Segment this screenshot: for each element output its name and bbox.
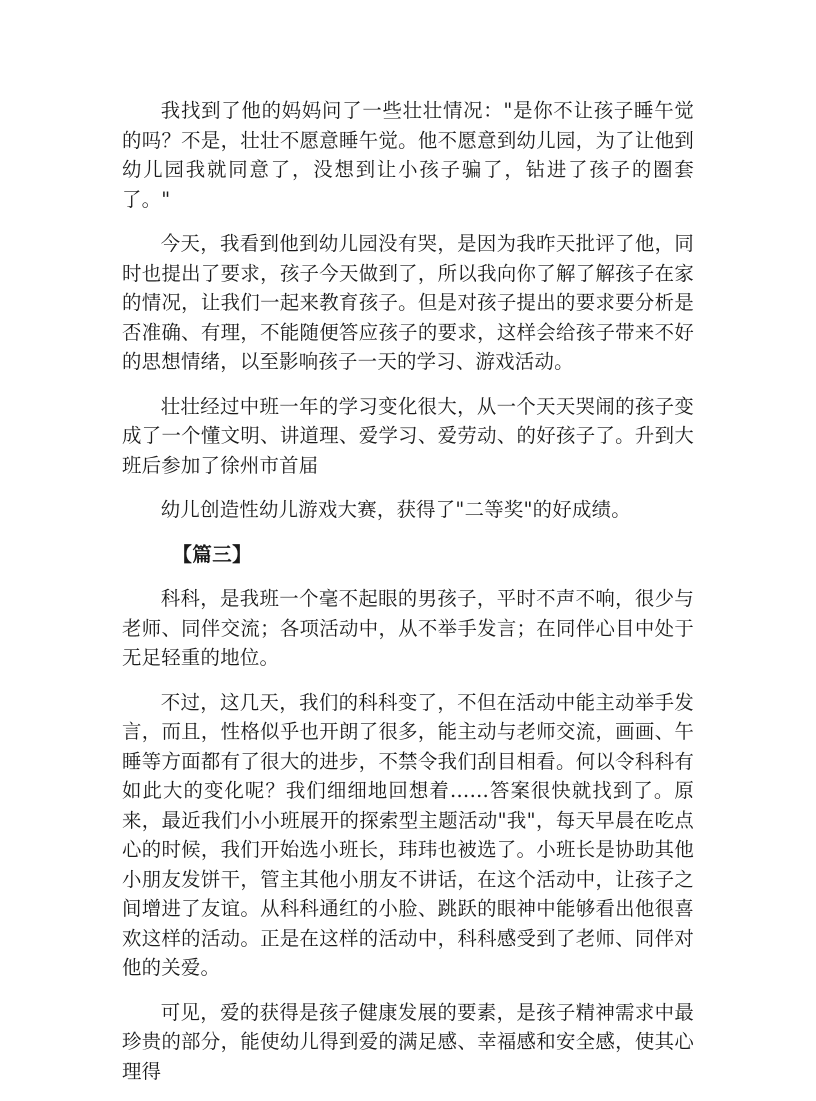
section-heading: 【篇三】 xyxy=(172,542,252,566)
document-body xyxy=(122,96,694,1101)
paragraph-game-contest-award: 幼儿创造性幼儿游戏大赛，获得了"二等奖"的好成绩。 xyxy=(160,498,631,521)
paragraph-keke-changed: 不过，这几天，我们的科科变了，不但在活动中能主动举手发言，而且，性格似乎也开朗了很多，能主动与老师交流，画画、午睡等方面都有了很大的进步，不禁令我们刮目相看。何以令科科有如此大的变化呢？我们细细地回想着……答案很快就找到了。原来，最近我们小小班展开的探索型主题活动"我"，每天早晨在吃点心的时候，我们开始选小班长，玮玮也被选了。小班长是协助其他小朋友发饼干，管主其他小朋友不讲话，在这个活动中，让孩子之间增进了友谊。从科科通红的小脸、跳跃的眼神中能够看出他很喜欢这样的活动。正是在这样的活动中，科科感受到了老师、同伴对他的关爱。 xyxy=(122,690,694,979)
paragraph-keke-intro: 科科，是我班一个毫不起眼的男孩子，平时不声不响，很少与老师、同伴交流；各项活动中，从不举手发言；在同伴心目中处于无足轻重的地位。 xyxy=(122,587,694,669)
paragraph-zhuangzhuang-mother: 我找到了他的妈妈问了一些壮壮情况："是你不让孩子睡午觉的吗？不是，壮壮不愿意睡午觉。他不愿意到幼儿园，为了让他到幼儿园我就同意了，没想到让小孩子骗了，钻进了孩子的圈套了。" xyxy=(122,99,694,211)
paragraph-love-importance: 可见，爱的获得是孩子健康发展的要素，是孩子精神需求中最珍贵的部分，能使幼儿得到爱的满足感、幸福感和安全感，使其心理得 xyxy=(122,1000,694,1083)
paragraph-zhuangzhuang-change: 壮壮经过中班一年的学习变化很大，从一个天天哭闹的孩子变成了一个懂文明、讲道理、爱学习、爱劳动、的好孩子了。升到大班后参加了徐州市首届 xyxy=(122,394,694,477)
paragraph-today-no-crying: 今天，我看到他到幼儿园没有哭，是因为我昨天批评了他，同时也提出了要求，孩子今天做到了，所以我向你了解了解孩子在家的情况，让我们一起来教育孩子。但是对孩子提出的要求要分析是否准确、有理，不能随便答应孩子的要求，这样会给孩子带来不好的思想情绪，以至影响孩子一天的学习、游戏活动。 xyxy=(122,232,694,373)
